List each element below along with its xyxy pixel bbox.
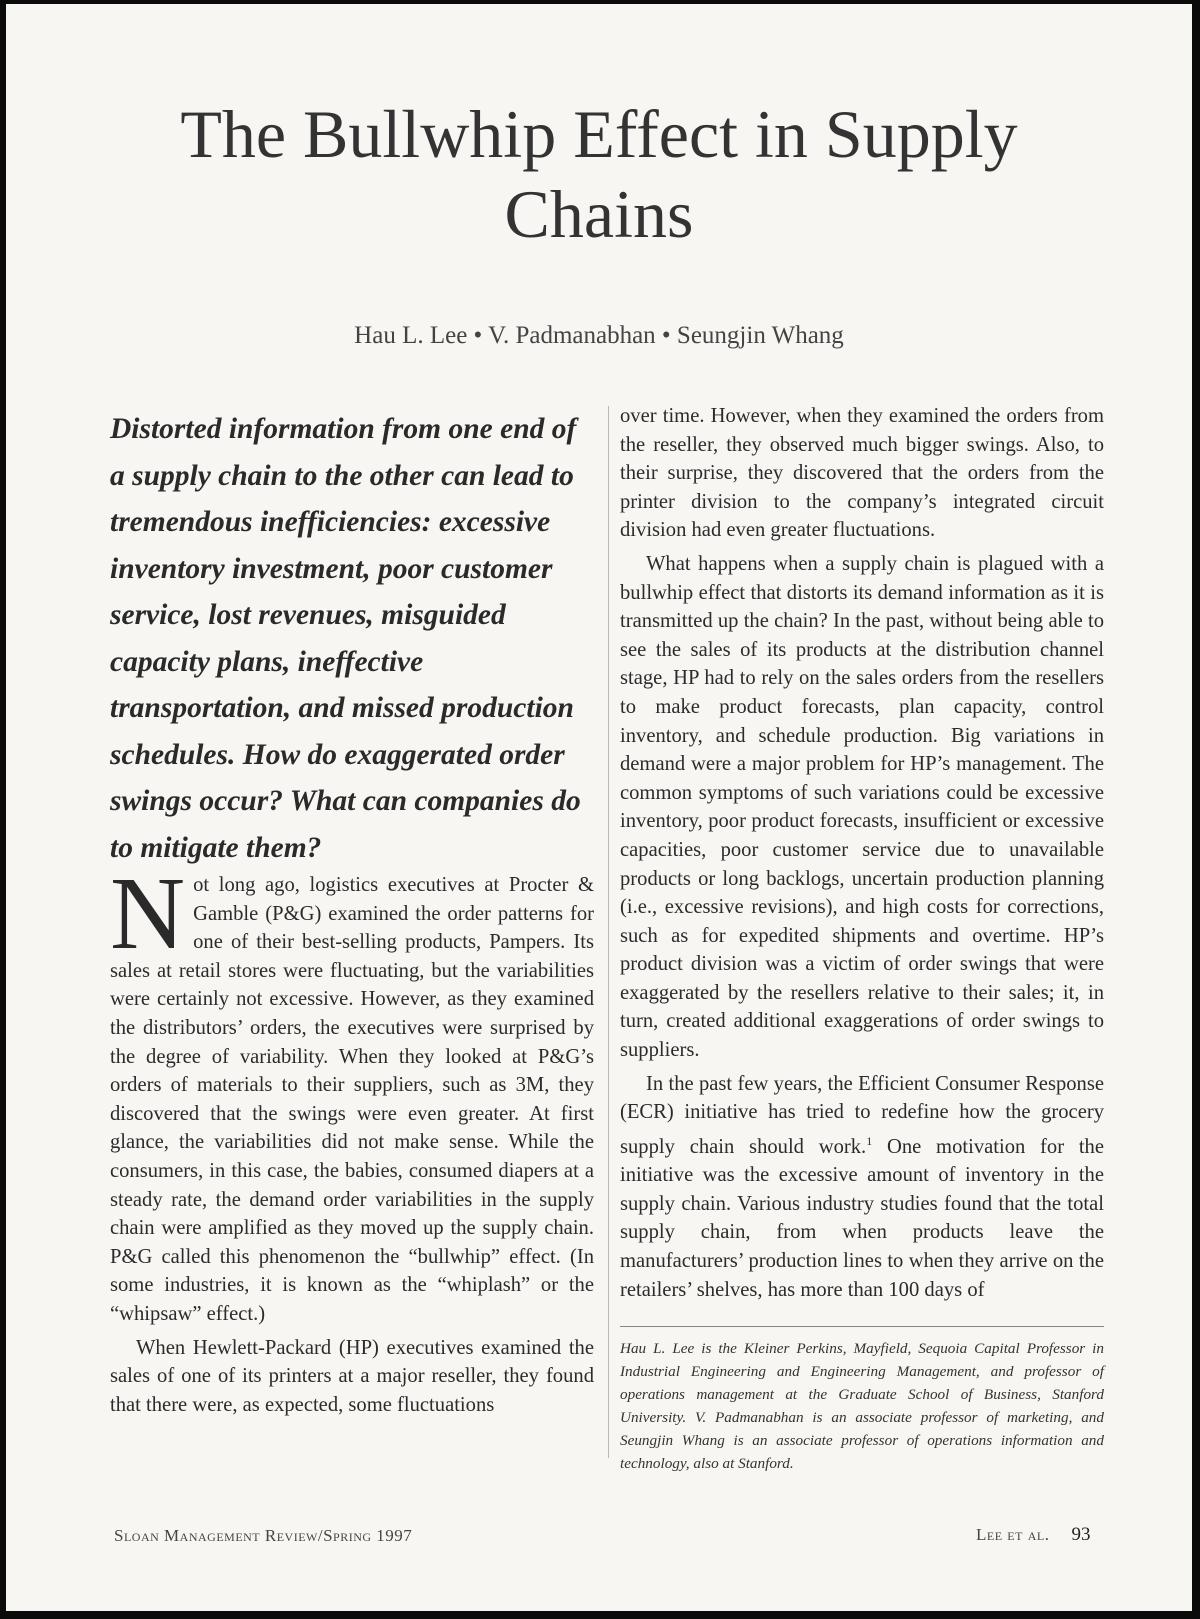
journal-page <box>6 4 1192 1611</box>
author-footnote: Hau L. Lee is the Kleiner Perkins, Mayfield, Sequoia Capital Professor in Industrial Engineering and Engineering Management, and professor of operations management at the Graduate School of Business, Stanford University. V. Padmanabhan is an associate professor of marketing, and Seungjin Whang is an associate professor of operations information and technology, also at Stanford. <box>620 1340 1104 1473</box>
title-line-2: Chains <box>504 176 694 252</box>
footnote-rule <box>620 1326 1104 1327</box>
body-paragraph-5-end: One motivation for the initiative was the excessive amount of inventory in the supply chain. Various industry studies found that the total supply chain, from when products leave the manufacturers’ production lines to when they arrive on the retailers’ shelves, has more than 100 days of <box>620 1135 1104 1301</box>
body-paragraph-5 <box>620 1070 1104 1305</box>
body-paragraph-1-text: ot long ago, logistics executives at Procter & Gamble (P&G) examined the order patterns for one of their best-selling products, Pampers. Its sales at retail stores were fluctuating, but the variabilities were certainly not excessive. However, as they examined the distributors’ orders, the executives were surprised by the degree of variability. When they looked at P&G’s orders of materials to their suppliers, such as 3M, they discovered that the swings were even greater. At first glance, the variabilities did not make sense. While the consumers, in this case, the babies, consumed diapers at a steady rate, the demand order variabilities in the supply chain were amplified as they moved up the supply chain. P&G called this phenomenon the “bullwhip” effect. (In some industries, it is known as the “whiplash” or the “whipsaw” effect.) <box>110 874 594 1325</box>
author-list: Hau L. Lee • V. Padmanabhan • Seungjin Whang <box>354 322 844 349</box>
page-footer <box>976 1524 1090 1546</box>
drop-cap: N <box>110 856 186 971</box>
footnote-marker: 1 <box>866 1133 873 1148</box>
running-head: Lee et al. <box>976 1525 1050 1544</box>
body-paragraph-2: When Hewlett-Packard (HP) executives examined the sales of one of its printers at a major reseller, they found that there were, as expected, some fluctuations <box>110 1336 594 1416</box>
column-divider <box>608 406 609 1458</box>
body-paragraph-3: over time. However, when they examined the orders from the reseller, they observed much bigger swings. Also, to their surprise, they discovered that the orders from the printer division to the company’s integrated circuit division had even greater fluctuations. <box>620 405 1104 542</box>
journal-footer: Sloan Management Review/Spring 1997 <box>114 1526 413 1545</box>
title-line-1: The Bullwhip Effect in Supply <box>180 96 1018 172</box>
abstract: Distorted information from one end of a supply chain to the other can lead to tremendous inefficiencies: excessive inventory investment, poor customer service, lost revenues, misguided capacity plans, ineffective transportation, and missed production schedules. How do exaggerated order swings occur? What can companies do to mitigate them? <box>110 413 581 864</box>
right-column <box>620 402 1104 1475</box>
body-paragraph-4: What happens when a supply chain is plagued with a bullwhip effect that distorts its demand information as it is transmitted up the chain? In the past, without being able to see the sales of its products at the distribution channel stage, HP had to rely on the sales orders from the resellers to make product forecasts, plan capacity, control inventory, and schedule production. Big variations in demand were a major problem for HP’s management. The common symptoms of such variations could be excessive inventory, poor product forecasts, insufficient or excessive capacities, poor customer service due to unavailable products or long backlogs, uncertain production planning (i.e., excessive revisions), and high costs for corrections, such as for expedited shipments and overtime. HP’s product division was a victim of order swings that were exaggerated by the resellers relative to their sales; it, in turn, created additional exaggerations of order swings to suppliers. <box>620 552 1104 1062</box>
page-number: 93 <box>1071 1524 1091 1545</box>
body-paragraph-1 <box>110 856 594 1329</box>
left-column <box>110 406 594 1419</box>
body-paragraph-5-start: In the past few years, the Efficient Consumer Response (ECR) initiative has tried to redefine how the grocery supply chain should work. <box>620 1072 1104 1158</box>
article-title <box>6 94 1192 254</box>
